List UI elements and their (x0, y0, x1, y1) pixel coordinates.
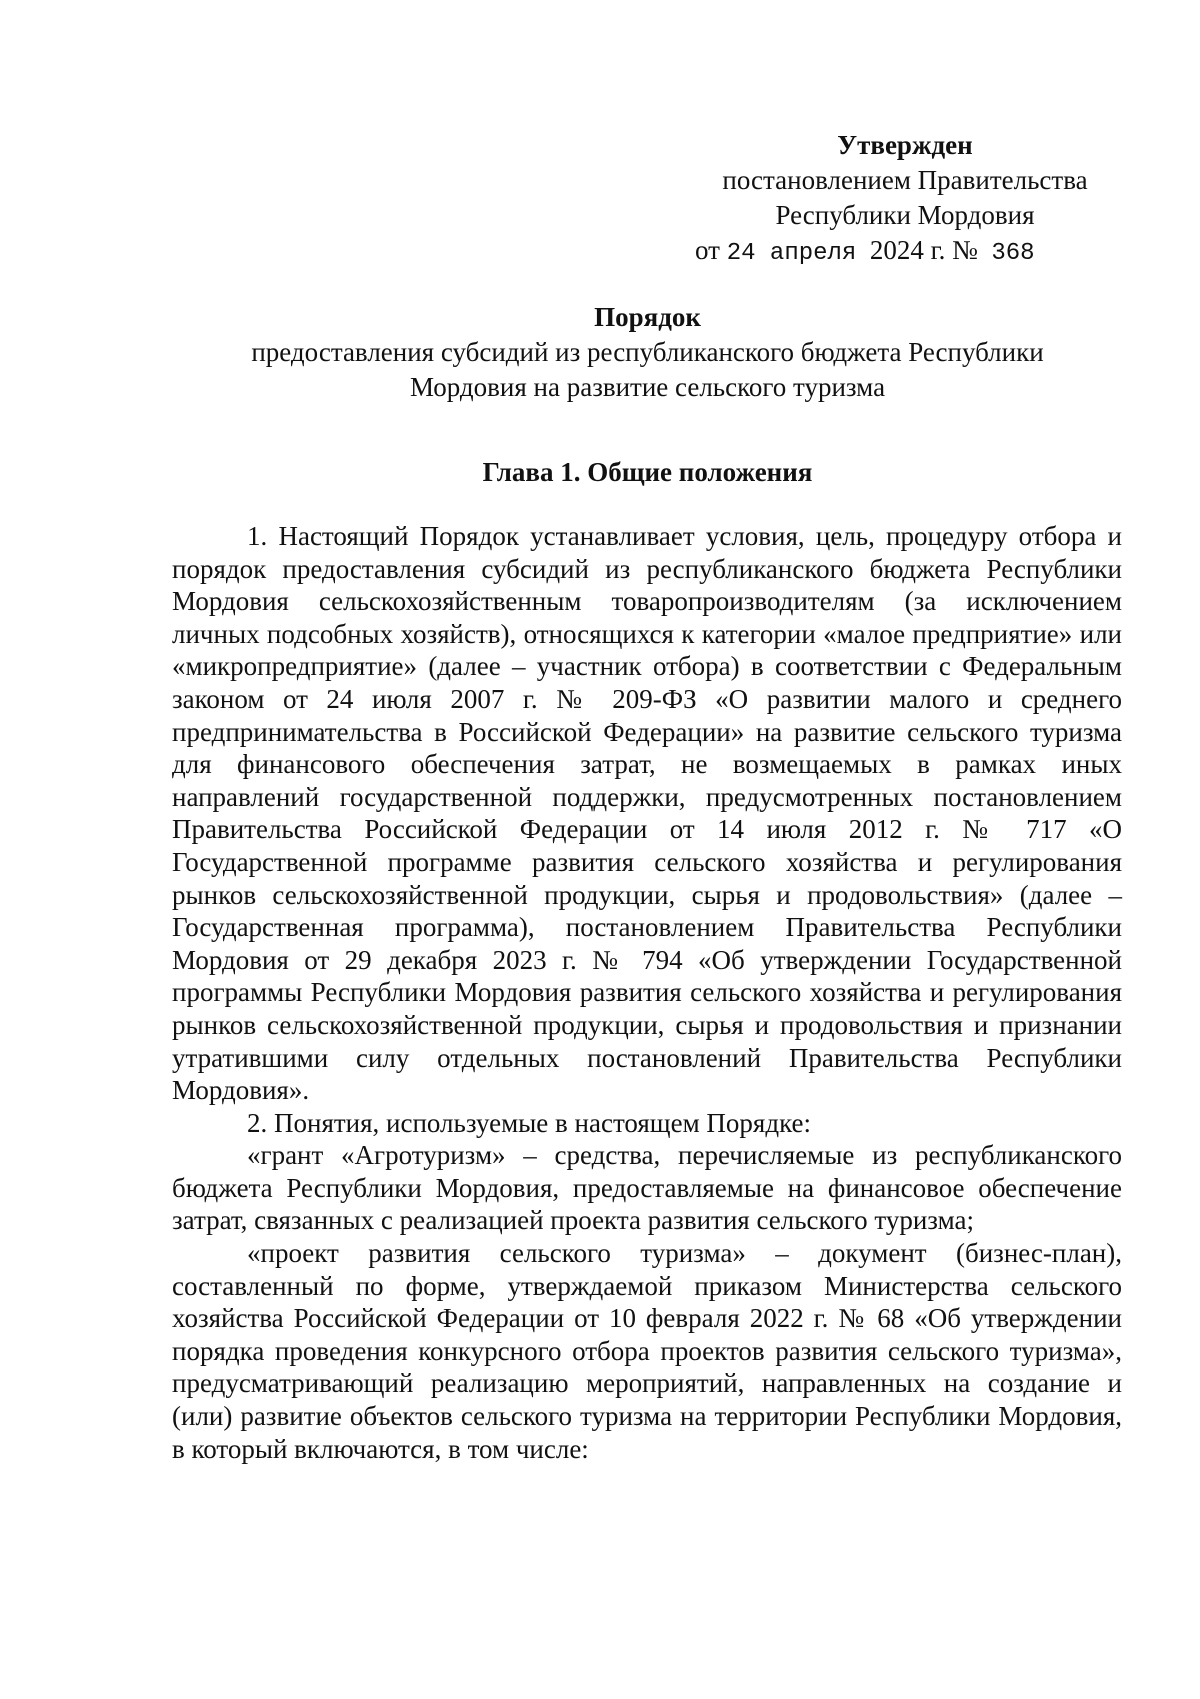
chapter-heading: Глава 1. Общие положения (482, 457, 813, 487)
approval-line-2: Республики Мордовия (775, 200, 1035, 230)
approval-heading: Утвержден (837, 130, 973, 160)
document-subtitle-line-1: предоставления субсидий из республиканского бюджета Республики (251, 337, 1044, 367)
document-subtitle-line-2: Мордовия на развитие сельского туризма (409, 372, 886, 402)
decree-number: 368 (991, 240, 1035, 267)
paragraph-2: 2. Понятия, используемые в настоящем Порядке: (247, 1107, 811, 1138)
document-title-block (150, 300, 1145, 405)
paragraph-1: 1. Настоящий Порядок устанавливает условия, цель, процедуру отбора и порядок предоставления субсидий из республиканского бюджета Республики Мордовия сельскохозяйственным товаропроизводителям (за исключением личных подсобных хозяйств), относящихся к категории «малое предприятие» или «микропредприятие» (далее – участник отбора) в соответствии с Федеральным законом от 24 июля 2007 г. № 209-ФЗ «О развитии малого и среднего предпринимательства в Российской Федерации» на развитие сельского туризма для финансового обеспечения затрат, не возмещаемых в рамках иных направлений государственной поддержки, предусмотренных постановлением Правительства Российской Федерации от 14 июля 2012 г. № 717 «О Государственной программе развития сельского хозяйства и регулирования рынков сельскохозяйственной продукции, сырья и продовольствия» (далее – Государственная программа), постановлением Правительства Республики Мордовия от 29 декабря 2023 г. № 794 «Об утверждении Государственной программы Республики Мордовия развития сельского хозяйства и регулирования рынков сельскохозяйственной продукции, сырья и продовольствия и признании утратившими силу отдельных постановлений Правительства Республики Мордовия». (172, 521, 1122, 1106)
paragraph-4: «проект развития сельского туризма» – документ (бизнес-план), составленный по форме, утверждаемой приказом Министерства сельского хозяйства Российской Федерации от 10 февраля 2022 г. № 68 «Об утверждении порядка проведения конкурсного отбора проектов развития сельского туризма», предусматривающий реализацию мероприятий, направленных на создание и (или) развитие объектов сельского туризма на территории Республики Мордовия, в который включаются, в том числе: (172, 1238, 1122, 1464)
date-day-month: 24 апреля (726, 240, 857, 267)
approval-block (690, 128, 1120, 271)
document-title: Порядок (594, 302, 701, 332)
date-year: 2024 г. № (869, 235, 978, 265)
approval-date-line (690, 233, 1120, 271)
date-prefix: от (695, 235, 720, 265)
document-body (172, 520, 1122, 1465)
approval-line-1: постановлением Правительства (722, 165, 1088, 195)
paragraph-3: «грант «Агротуризм» – средства, перечисляемые из республиканского бюджета Республики Мордовия, предоставляемые на финансовое обеспечение затрат, связанных с реализацией проекта развития сельского туризма; (172, 1140, 1122, 1236)
